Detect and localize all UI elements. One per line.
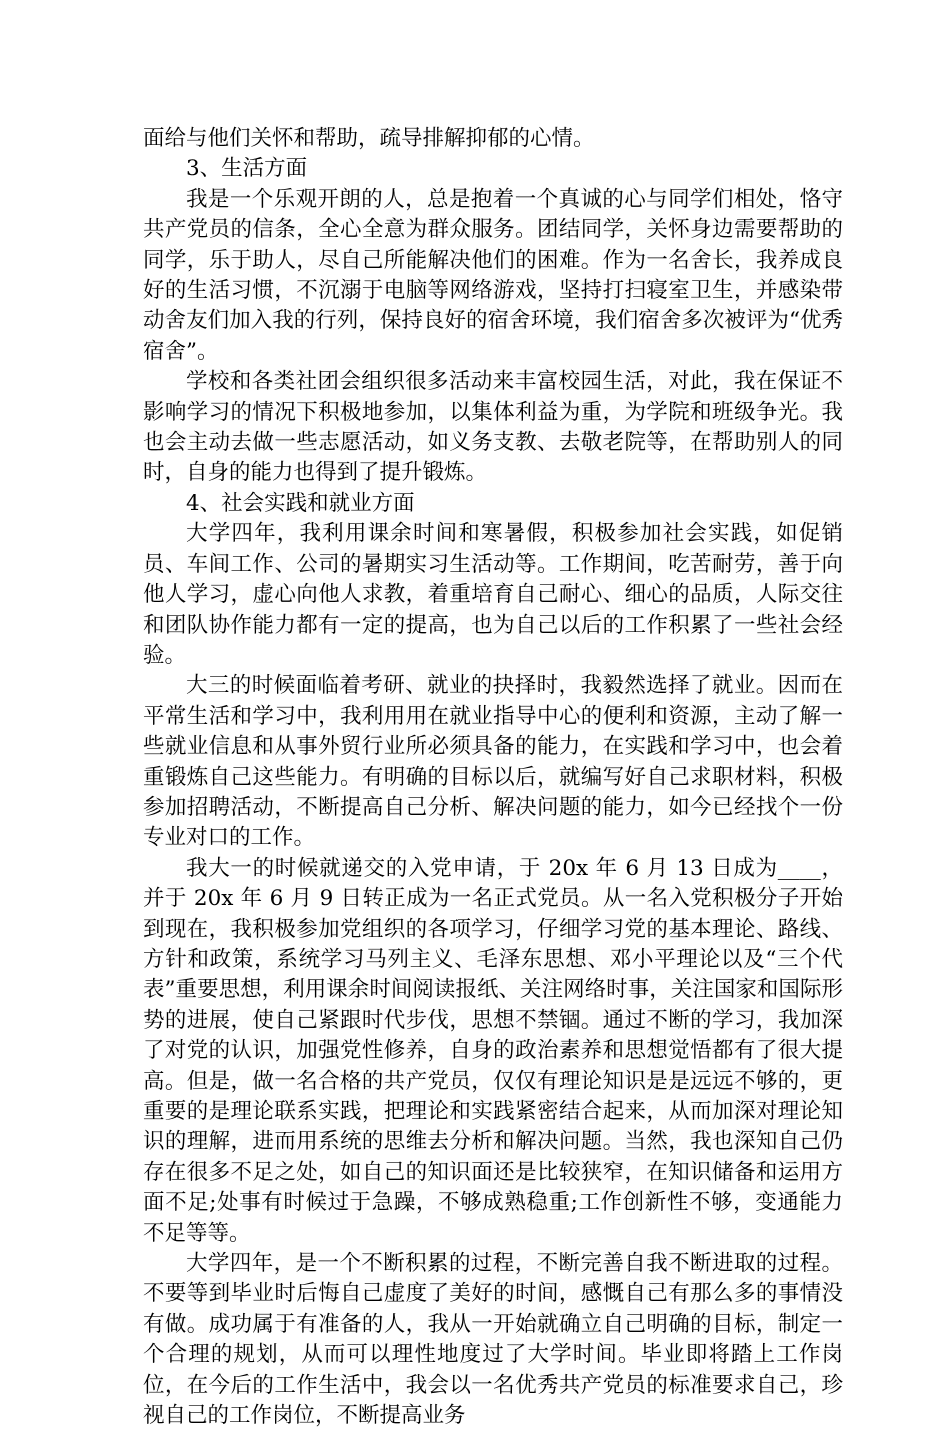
- document-body: [143, 124, 843, 1431]
- paragraph-life-attitude: 我是一个乐观开朗的人，总是抱着一个真诚的心与同学们相处，恪守共产党员的信条，全心全意为群众服务。团结同学，关怀身边需要帮助的同学，乐于助人，尽自己所能解决他们的困难。作为一名舍长，我养成良好的生活习惯，不沉溺于电脑等网络游戏，坚持打扫寝室卫生，并感染带动舍友们加入我的行列，保持良好的宿舍环境，我们宿舍多次被评为“优秀宿舍”。: [143, 186, 843, 364]
- paragraph-party-membership: 我大一的时候就递交的入党申请，于 20x 年 6 月 13 日成为____，并于 20x 年 6 月 9 日转正成为一名正式党员。从一名入党积极分子开始到现在，我积极参加党组织的各项学习，仔细学习党的基本理论、路线、方针和政策，系统学习马列主义、毛泽东思想、邓小平理论以及“三个代表”重要思想，利用课余时间阅读报纸、关注网络时事，关注国家和国际形势的进展，使自己紧跟时代步伐，思想不禁锢。通过不断的学习，我加深了对党的认识，加强党性修养，自身的政治素养和思想觉悟都有了很大提高。但是，做一名合格的共产党员，仅仅有理论知识是是远远不够的，更重要的是理论联系实践，把理论和实践紧密结合起来，从而加深对理论知识的理解，进而用系统的思维去分析和解决问题。当然，我也深知自己仍存在很多不足之处，如自己的知识面还是比较狭窄，在知识储备和运用方面不足;处事有时候过于急躁，不够成熟稳重;工作创新性不够，变通能力不足等等。: [143, 855, 843, 1246]
- section-heading-life: 3、生活方面: [186, 156, 308, 182]
- paragraph-university-summary: 大学四年，是一个不断积累的过程，不断完善自我不断进取的过程。不要等到毕业时后悔自己虚度了美好的时间，感慨自己有那么多的事情没有做。成功属于有准备的人，我从一开始就确立自己明确的目标，制定一个合理的规划，从而可以理性地度过了大学时间。毕业即将踏上工作岗位，在今后的工作生活中，我会以一名优秀共产党员的标准要求自己，珍视自己的工作岗位，不断提高业务: [143, 1251, 843, 1429]
- section-heading-practice-employment: 4、社会实践和就业方面: [186, 490, 415, 516]
- paragraph-continuation: 面给与他们关怀和帮助，疏导排解抑郁的心情。: [143, 126, 595, 151]
- paragraph-campus-activities: 学校和各类社团会组织很多活动来丰富校园生活，对此，我在保证不影响学习的情况下积极地参加，以集体利益为重，为学院和班级争光。我也会主动去做一些志愿活动，如义务支教、去敬老院等，在帮助别人的同时，自身的能力也得到了提升锻炼。: [143, 369, 843, 486]
- paragraph-social-practice: 大学四年，我利用课余时间和寒暑假，积极参加社会实践，如促销员、车间工作、公司的暑期实习生活动等。工作期间，吃苦耐劳，善于向他人学习，虚心向他人求教，着重培育自己耐心、细心的品质，人际交往和团队协作能力都有一定的提高，也为自己以后的工作积累了一些社会经验。: [143, 521, 843, 668]
- paragraph-employment-choice: 大三的时候面临着考研、就业的抉择时，我毅然选择了就业。因而在平常生活和学习中，我利用用在就业指导中心的便利和资源，主动了解一些就业信息和从事外贸行业所必须具备的能力，在实践和学习中，也会着重锻炼自己这些能力。有明确的目标以后，就编写好自己求职材料，积极参加招聘活动，不断提高自己分析、解决问题的能力，如今已经找个一份专业对口的工作。: [143, 673, 843, 851]
